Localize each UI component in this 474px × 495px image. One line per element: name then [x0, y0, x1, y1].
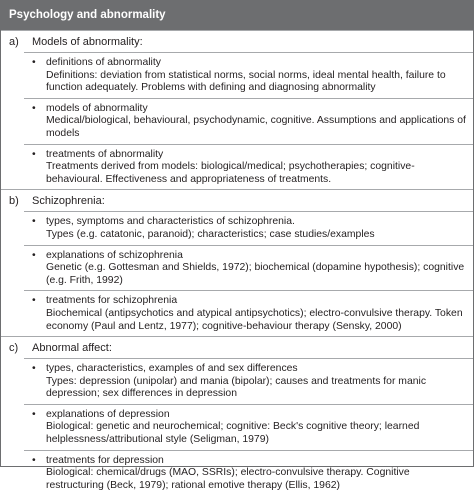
- section-title: Models of abnormality:: [32, 36, 143, 48]
- section-letter: b): [9, 195, 19, 208]
- section-heading-schizophrenia: [1, 189, 473, 211]
- list-item: [24, 245, 473, 291]
- item-detail: Definitions: deviation from statistical norms, social norms, ideal mental health, failure to function adequately. Problems with defining and diagnosing abnormality: [46, 69, 446, 94]
- bullet-icon: •: [32, 57, 36, 68]
- section-title: Abnormal affect:: [32, 342, 112, 355]
- item-detail: Medical/biological, behavioural, psychodynamic, cognitive. Assumptions and applications of models: [46, 115, 466, 139]
- list-item: [24, 144, 473, 190]
- item-detail: Biological: chemical/drugs (MAO, SSRIs); electro-convulsive therapy. Cognitive restructuring (Beck, 1979); rational emotive therapy (Ellis, 1962): [46, 467, 410, 491]
- section-title: Schizophrenia:: [32, 195, 105, 208]
- table-header: [1, 1, 473, 30]
- table-title: Psychology and abnormality: [9, 9, 166, 21]
- list-item: [24, 52, 473, 98]
- list-item: [24, 404, 473, 450]
- list-item: [24, 290, 473, 336]
- item-title: models of abnormality: [46, 102, 148, 114]
- bullet-icon: •: [32, 454, 36, 466]
- bullet-icon: •: [32, 216, 36, 228]
- item-detail: Types: depression (unipolar) and mania (bipolar); causes and treatments for manic depression; sex differences in depression: [46, 375, 427, 400]
- item-title: explanations of schizophrenia: [46, 249, 183, 261]
- item-detail: Biological: genetic and neurochemical; cognitive: Beck's cognitive theory; learned helplessness/attributional style (Seligman, 1979): [46, 421, 420, 446]
- list-item: [24, 358, 473, 404]
- section-heading-abnormal-affect: [1, 336, 473, 358]
- bullet-icon: •: [32, 249, 36, 261]
- item-title: definitions of abnormality: [46, 57, 161, 68]
- list-item: [24, 98, 473, 144]
- section-letter: a): [9, 36, 19, 48]
- item-title: explanations of depression: [46, 408, 170, 420]
- section-heading-models: [1, 30, 473, 52]
- list-item: [24, 211, 473, 244]
- item-title: types, characteristics, examples of and sex differences: [46, 363, 298, 375]
- item-title: treatments of abnormality: [46, 148, 164, 160]
- item-title: treatments for depression: [46, 454, 164, 466]
- item-detail: Types (e.g. catatonic, paranoid); characteristics; case studies/examples: [46, 228, 375, 240]
- list-item: [24, 450, 473, 495]
- item-detail: Treatments derived from models: biological/medical; psychotherapies; cognitive-behavioural. Effectiveness and appropriateness of treatments.: [46, 161, 415, 185]
- section-letter: c): [9, 342, 19, 355]
- bullet-icon: •: [32, 102, 36, 114]
- bullet-icon: •: [32, 295, 36, 307]
- item-detail: Biochemical (antipsychotics and atypical antipsychotics); electro-convulsive therapy. Token economy (Paul and Lentz, 1977); cognitive-behaviour therapy (Sensky, 2000): [46, 307, 463, 332]
- bullet-icon: •: [32, 363, 36, 375]
- item-title: treatments for schizophrenia: [46, 295, 178, 307]
- item-detail: Genetic (e.g. Gottesman and Shields, 1972); biochemical (dopamine hypothesis); cognitive (e.g. Frith, 1992): [46, 262, 465, 286]
- bullet-icon: •: [32, 408, 36, 420]
- bullet-icon: •: [32, 148, 36, 160]
- item-title: types, symptoms and characteristics of schizophrenia.: [46, 216, 295, 228]
